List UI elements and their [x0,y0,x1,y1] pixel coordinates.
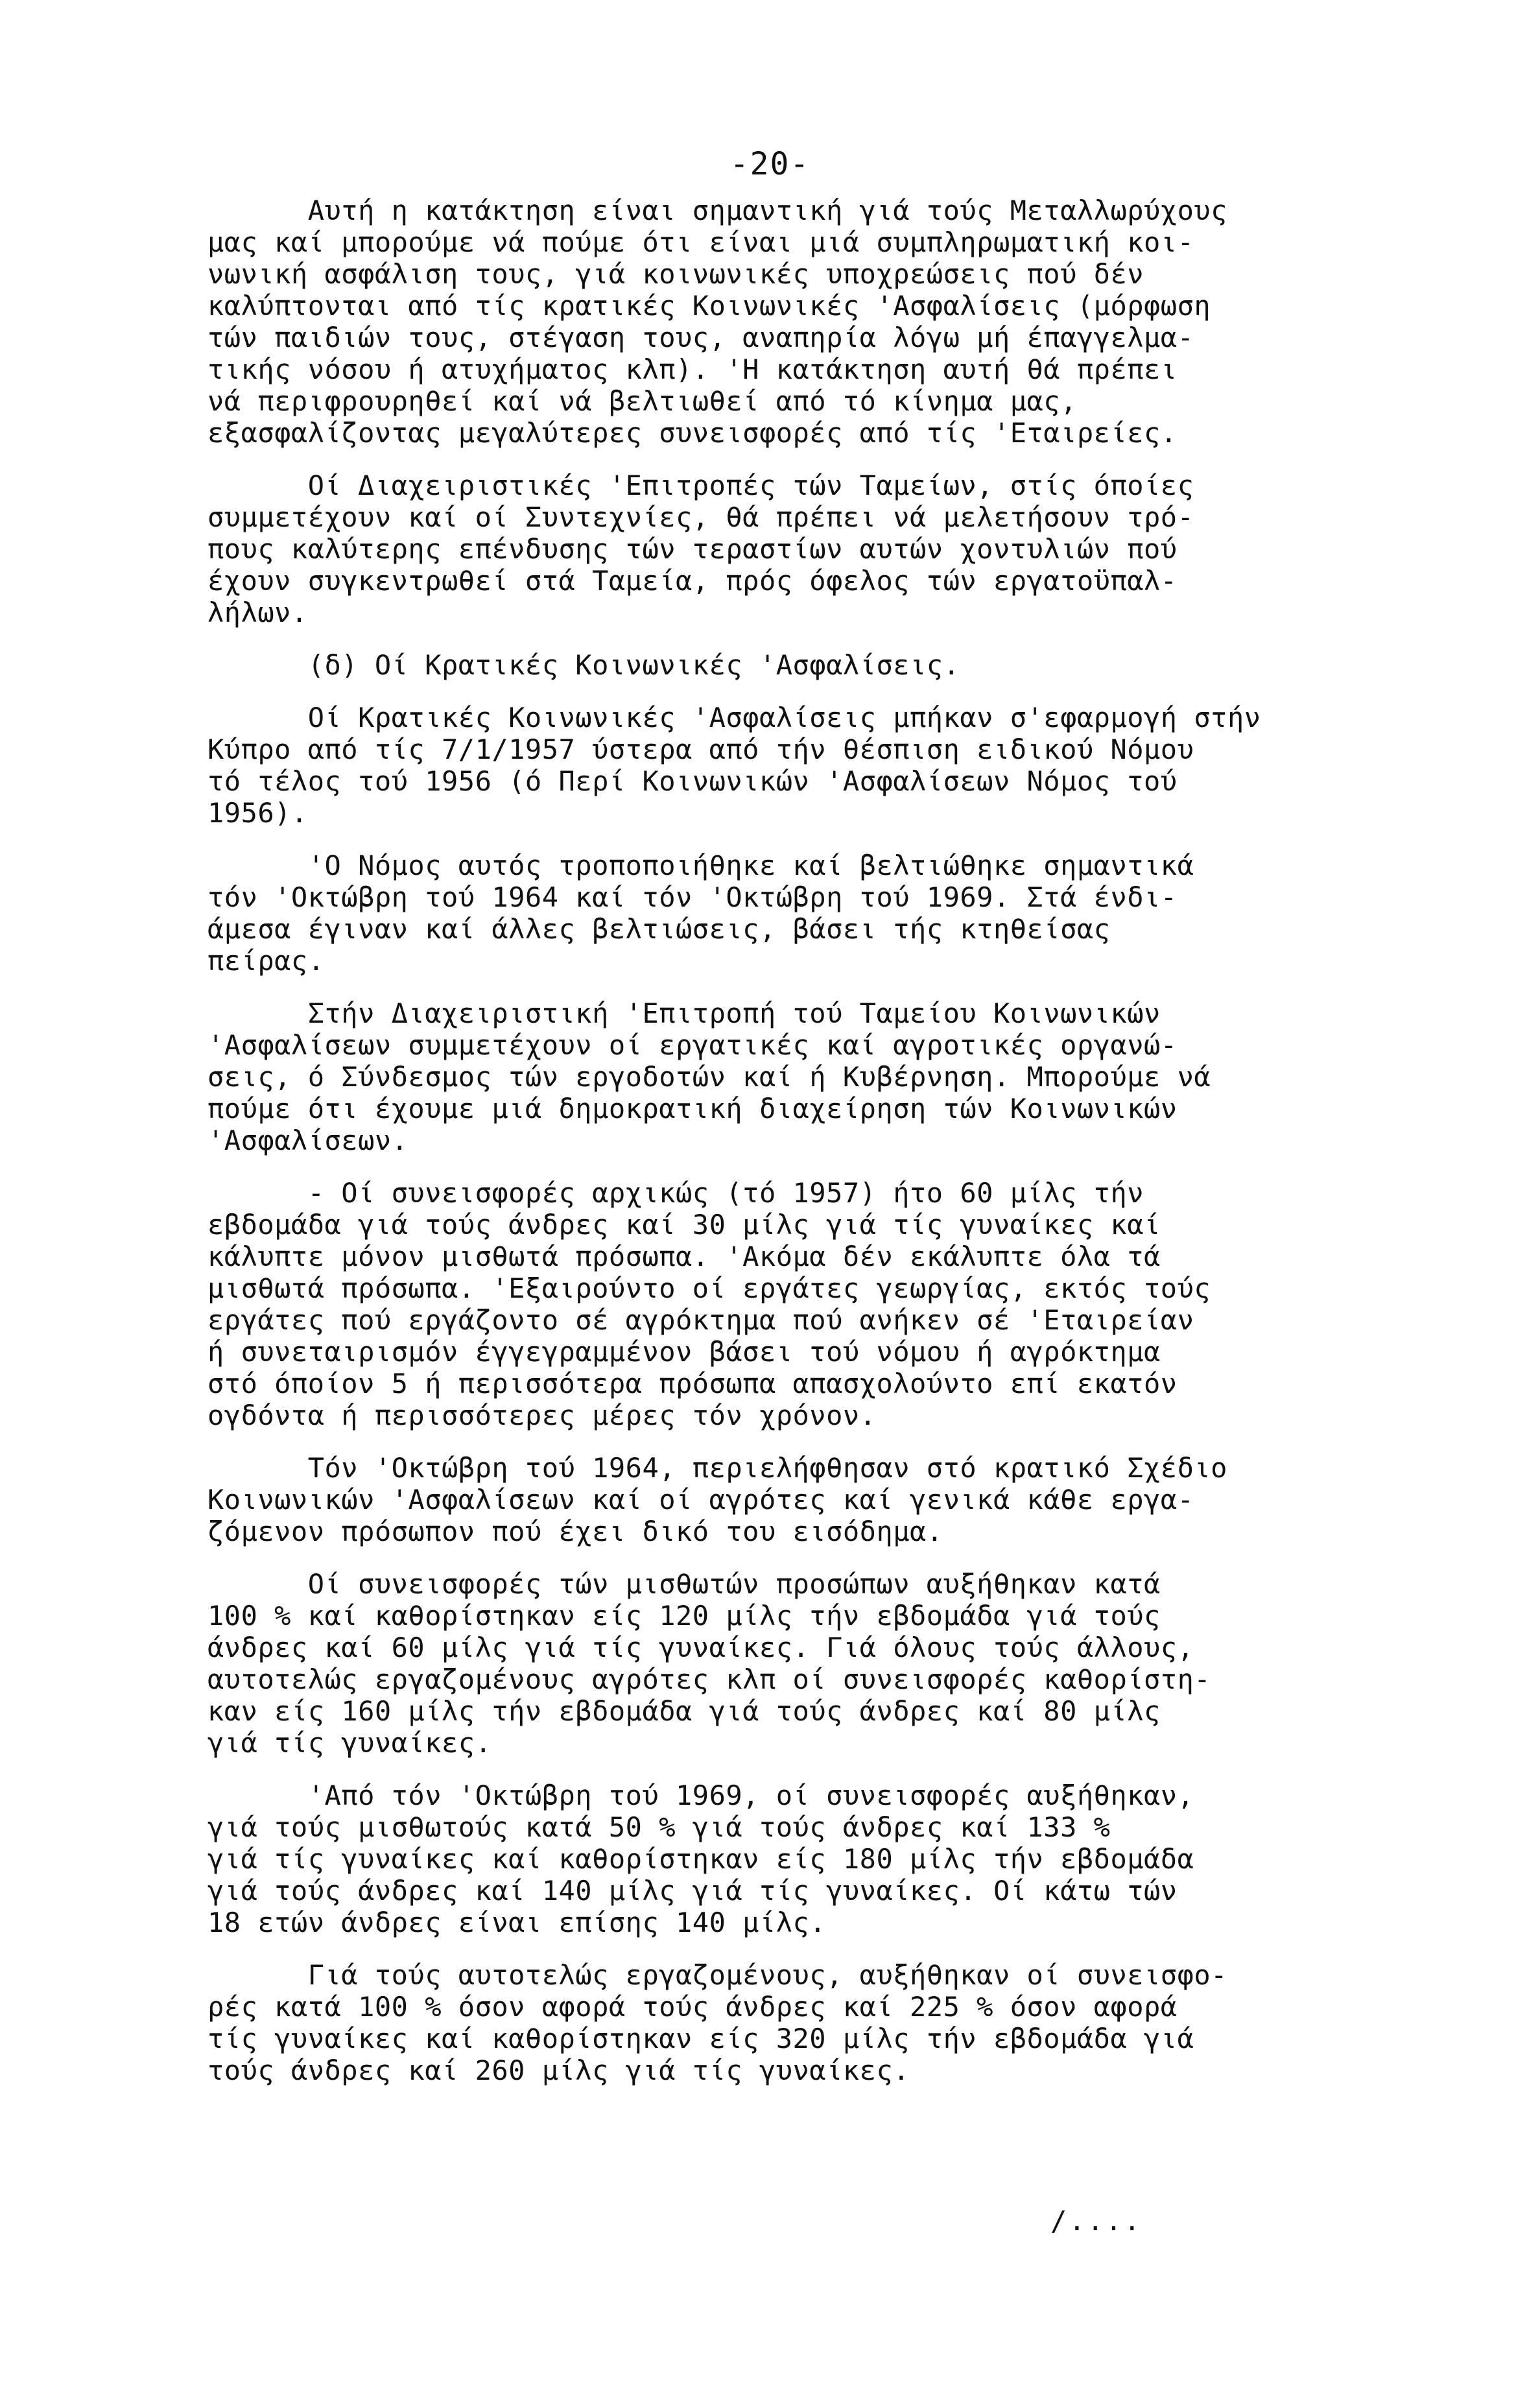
text-line: γιά τούς άνδρες καί 140 μίλς γιά τίς γυναίκες. Οί κάτω τών [207,1875,1178,1907]
text-line: Αυτή η κατάκτηση είναι σημαντική γιά τούς Μεταλλωρύχους [207,195,1227,226]
text-line: εβδομάδα γιά τούς άνδρες καί 30 μίλς γιά τίς γυναίκες καί [207,1209,1161,1241]
text-line: τόν 'Οκτώβρη τού 1964 καί τόν 'Οκτώβρη τού 1969. Στά ένδι- [207,881,1178,913]
text-line: πους καλύτερης επένδυσης τών τεραστίων αυτών χοντυλιών πού [207,533,1178,565]
text-line: πούμε ότι έχουμε μιά δημοκρατική διαχείρηση τών Κοινωνικών [207,1093,1178,1125]
paragraph [207,702,1439,829]
paragraph [207,649,1439,681]
paragraph [207,1779,1439,1938]
paragraph [207,195,1439,449]
text-line: Γιά τούς αυτοτελώς εργαζομένους, αυξήθηκαν οί συνεισφο- [207,1959,1227,1991]
text-line: τίς γυναίκες καί καθορίστηκαν είς 320 μίλς τήν εβδομάδα γιά [207,2023,1194,2054]
text-line: έχουν συγκεντρωθεί στά Ταμεία, πρός όφελος τών εργατοϋπαλ- [207,565,1178,597]
text-line: ζόμενον πρόσωπον πού έχει δικό του εισόδημα. [207,1516,943,1547]
text-line: καν είς 160 μίλς τήν εβδομάδα γιά τούς άνδρες καί 80 μίλς [207,1695,1161,1727]
text-line: 100 % καί καθορίστηκαν είς 120 μίλς τήν εβδομάδα γιά τούς [207,1600,1161,1632]
text-line: εργάτες πού εργάζοντο σέ αγρόκτημα πού ανήκεν σέ 'Εταιρείαν [207,1304,1194,1336]
text-line: ή συνεταιρισμόν έγγεγραμμένον βάσει τού νόμου ή αγρόκτημα [207,1336,1161,1368]
paragraph [207,470,1439,628]
text-line: εξασφαλίζοντας μεγαλύτερες συνεισφορές από τίς 'Εταιρείες. [207,417,1178,449]
text-line: νωνική ασφάλιση τους, γιά κοινωνικές υποχρεώσεις πού δέν [207,258,1144,290]
text-line: (δ) Οί Κρατικές Κοινωνικές 'Ασφαλίσεις. [207,649,960,681]
text-line: σεις, ό Σύνδεσμος τών εργοδοτών καί ή Κυβέρνηση. Μπορούμε νά [207,1061,1211,1093]
paragraph [207,1568,1439,1759]
text-line: Στήν Διαχειριστική 'Επιτροπή τού Ταμείου Κοινωνικών [207,997,1161,1029]
text-line: - Οί συνεισφορές αρχικώς (τό 1957) ήτο 60 μίλς τήν [207,1177,1144,1209]
text-line: γιά τίς γυναίκες. [207,1727,492,1759]
text-line: νά περιφρουρηθεί καί νά βελτιωθεί από τό κίνημα μας, [207,385,1077,417]
text-line: 'Ασφαλίσεων συμμετέχουν οί εργατικές καί αγροτικές οργανώ- [207,1029,1178,1061]
text-line: άμεσα έγιναν καί άλλες βελτιώσεις, βάσει τής κτηθείσας [207,913,1111,945]
text-line: άνδρες καί 60 μίλς γιά τίς γυναίκες. Γιά όλους τούς άλλους, [207,1632,1194,1663]
paragraph [207,1452,1439,1547]
text-line: μας καί μπορούμε νά πούμε ότι είναι μιά συμπληρωματική κοι- [207,226,1194,258]
text-line: Οί συνεισφορές τών μισθωτών προσώπων αυξήθηκαν κατά [207,1568,1161,1600]
text-line: Τόν 'Οκτώβρη τού 1964, περιελήφθησαν στό κρατικό Σχέδιο [207,1452,1227,1484]
text-line: τούς άνδρες καί 260 μίλς γιά τίς γυναίκες. [207,2054,910,2086]
text-line: γιά τούς μισθωτούς κατά 50 % γιά τούς άνδρες καί 133 % [207,1811,1111,1843]
text-line: μισθωτά πρόσωπα. 'Εξαιρούντο οί εργάτες γεωργίας, εκτός τούς [207,1272,1211,1304]
text-line: κάλυπτε μόνον μισθωτά πρόσωπα. 'Ακόμα δέν εκάλυπτε όλα τά [207,1241,1161,1272]
document-body [207,195,1439,2107]
text-line: λήλων. [207,597,308,628]
text-line: καλύπτονται από τίς κρατικές Κοινωνικές 'Ασφαλίσεις (μόρφωση [207,290,1211,322]
text-line: ογδόντα ή περισσότερες μέρες τόν χρόνον. [207,1399,877,1431]
text-line: Κύπρο από τίς 7/1/1957 ύστερα από τήν θέσπιση ειδικού Νόμου [207,733,1194,765]
text-line: Οί Διαχειριστικές 'Επιτροπές τών Ταμείων, στίς όποίες [207,470,1194,501]
text-line: ρές κατά 100 % όσον αφορά τούς άνδρες καί 225 % όσον αφορά [207,1991,1178,2023]
page-number: -20- [729,146,811,182]
text-line: 'Από τόν 'Οκτώβρη τού 1969, οί συνεισφορές αυξήθηκαν, [207,1779,1194,1811]
text-line: τικής νόσου ή ατυχήματος κλπ). 'Η κατάκτηση αυτή θά πρέπει [207,353,1178,385]
text-line: στό όποίον 5 ή περισσότερα πρόσωπα απασχολούντο επί εκατόν [207,1368,1178,1399]
text-line: 'Ασφαλίσεων. [207,1125,409,1156]
text-line: τών παιδιών τους, στέγαση τους, αναπηρία λόγω μή έπαγγελμα- [207,322,1194,353]
text-line: 'Ο Νόμος αυτός τροποποιήθηκε καί βελτιώθηκε σημαντικά [207,850,1194,881]
paragraph [207,1177,1439,1431]
continuation-mark: /.... [1050,2205,1143,2237]
text-line: Οί Κρατικές Κοινωνικές 'Ασφαλίσεις μπήκαν σ'εφαρμογή στήν [207,702,1261,733]
text-line: τό τέλος τού 1956 (ό Περί Κοινωνικών 'Ασφαλίσεων Νόμος τού [207,765,1178,797]
text-line: 18 ετών άνδρες είναι επίσης 140 μίλς. [207,1907,827,1938]
paragraph [207,997,1439,1156]
text-line: Κοινωνικών 'Ασφαλίσεων καί οί αγρότες καί γενικά κάθε εργα- [207,1484,1194,1516]
text-line: συμμετέχουν καί οί Συντεχνίες, θά πρέπει νά μελετήσουν τρό- [207,501,1194,533]
paragraph [207,850,1439,977]
text-line: αυτοτελώς εργαζομένους αγρότες κλπ οί συνεισφορές καθορίστη- [207,1663,1211,1695]
paragraph [207,1959,1439,2086]
text-line: γιά τίς γυναίκες καί καθορίστηκαν είς 180 μίλς τήν εβδομάδα [207,1843,1194,1875]
text-line: 1956). [207,797,308,829]
text-line: πείρας. [207,945,325,977]
